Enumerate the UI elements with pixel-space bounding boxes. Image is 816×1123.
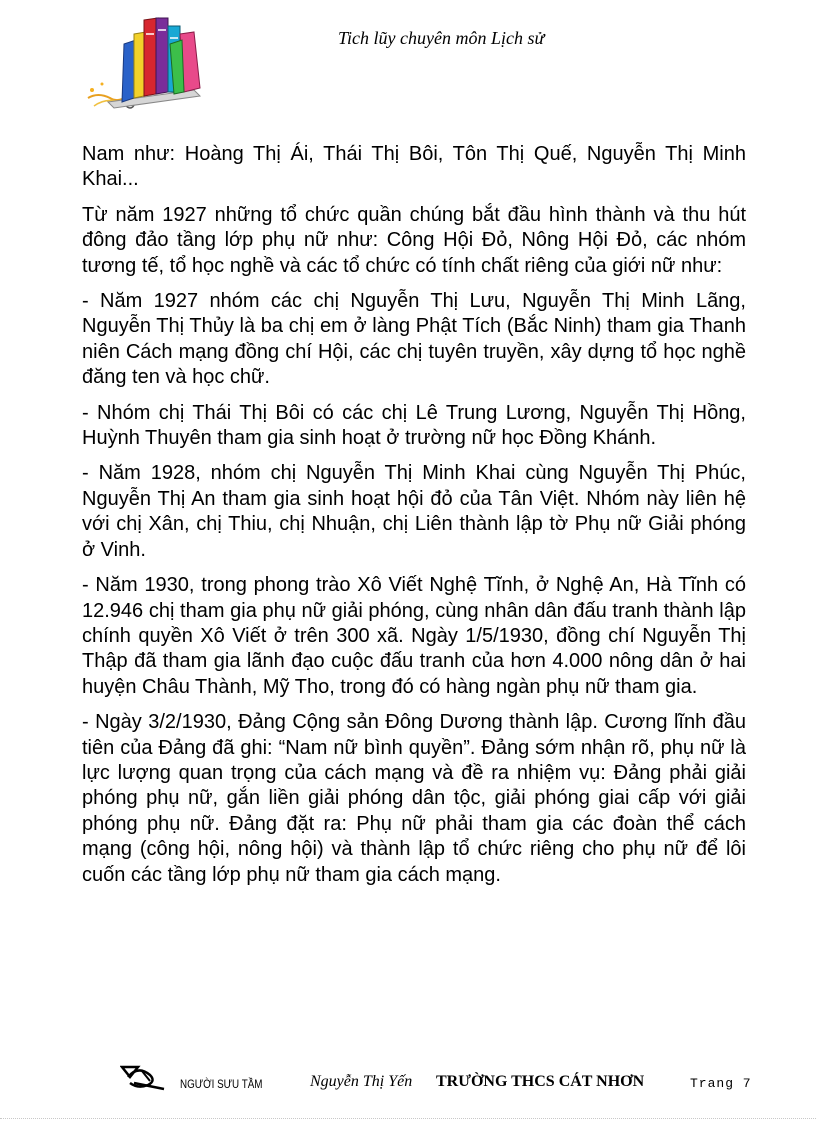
paragraph: - Ngày 3/2/1930, Đảng Cộng sản Đông Dương thành lập. Cương lĩnh đầu tiên của Đảng đã ghi: “Nam nữ bình quyền”. Đảng sớm nhận rõ, phụ nữ là lực lượng quan trọng của cách mạng và đề ra nhiệm vụ: Đảng phải giải phóng phụ nữ, gắn liền giải phóng dân tộc, giải phóng giai cấp với giải phóng phụ nữ. Đảng đặt ra: Phụ nữ phải tham gia các đoàn thể cách mạng (công hội, nông hội) và thành lập tổ chức riêng cho phụ nữ để lôi cuốn các tầng lớp phụ nữ tham gia cách mạng. bbox=[82, 711, 746, 886]
paragraph: - Năm 1927 nhóm các chị Nguyễn Thị Lưu, Nguyễn Thị Minh Lãng, Nguyễn Thị Thủy là ba chị em ở làng Phật Tích (Bắc Ninh) tham gia Thanh niên Cách mạng đồng chí Hội, các chị tuyên truyền, xây dựng tổ học nghề đăng ten và học chữ. bbox=[82, 290, 746, 389]
bottom-divider bbox=[0, 1118, 816, 1119]
paragraph: - Nhóm chị Thái Thị Bôi có các chị Lê Trung Lương, Nguyễn Thị Hồng, Huỳnh Thuyên tham gia sinh hoạt ở trường nữ học Đồng Khánh. bbox=[82, 401, 746, 450]
paragraph: - Năm 1930, trong phong trào Xô Viết Nghệ Tĩnh, ở Nghệ An, Hà Tĩnh có 12.946 chị tham gia phụ nữ giải phóng, cùng nhân dân đấu tranh thành lập chính quyền Xô Viết ở trên 300 xã. Ngày 1/5/1930, đồng chí Nguyễn Thị Thập đã tham gia lãnh đạo cuộc đấu tranh của hơn 4.000 nông dân ở hai huyện Châu Thành, Mỹ Tho, trong đó có hàng ngàn phụ nữ tham gia. bbox=[82, 574, 746, 698]
paragraph: Từ năm 1927 những tổ chức quần chúng bắt đầu hình thành và thu hút đông đảo tầng lớp phụ nữ như: Công Hội Đỏ, Nông Hội Đỏ, các nhóm tương tế, tổ học nghề và các tổ chức có tính chất riêng của giới nữ như: bbox=[82, 203, 746, 277]
footer-collector-label: NGƯỜI SƯU TẦM bbox=[180, 1077, 263, 1091]
document-body bbox=[82, 142, 746, 898]
header-title: Tich lũy chuyên môn Lịch sử bbox=[338, 28, 545, 48]
footer-school: TRƯỜNG THCS CÁT NHƠN bbox=[436, 1073, 645, 1090]
page-number: Trang 7 bbox=[690, 1076, 752, 1091]
footer-author: Nguyễn Thị Yến bbox=[310, 1073, 413, 1090]
signature-pen-icon bbox=[120, 1063, 168, 1093]
paragraph: Nam như: Hoàng Thị Ái, Thái Thị Bôi, Tôn Thị Quế, Nguyễn Thị Minh Khai... bbox=[82, 143, 746, 191]
paragraph: - Năm 1928, nhóm chị Nguyễn Thị Minh Khai cùng Nguyễn Thị Phúc, Nguyễn Thị An tham gia sinh hoạt hội đỏ của Tân Việt. Nhóm này liên hệ với chị Xân, chị Thiu, chị Nhuận, chị Liên thành lập tờ Phụ nữ Giải phóng ở Vinh. bbox=[82, 462, 746, 561]
books-stack-icon bbox=[84, 14, 208, 114]
